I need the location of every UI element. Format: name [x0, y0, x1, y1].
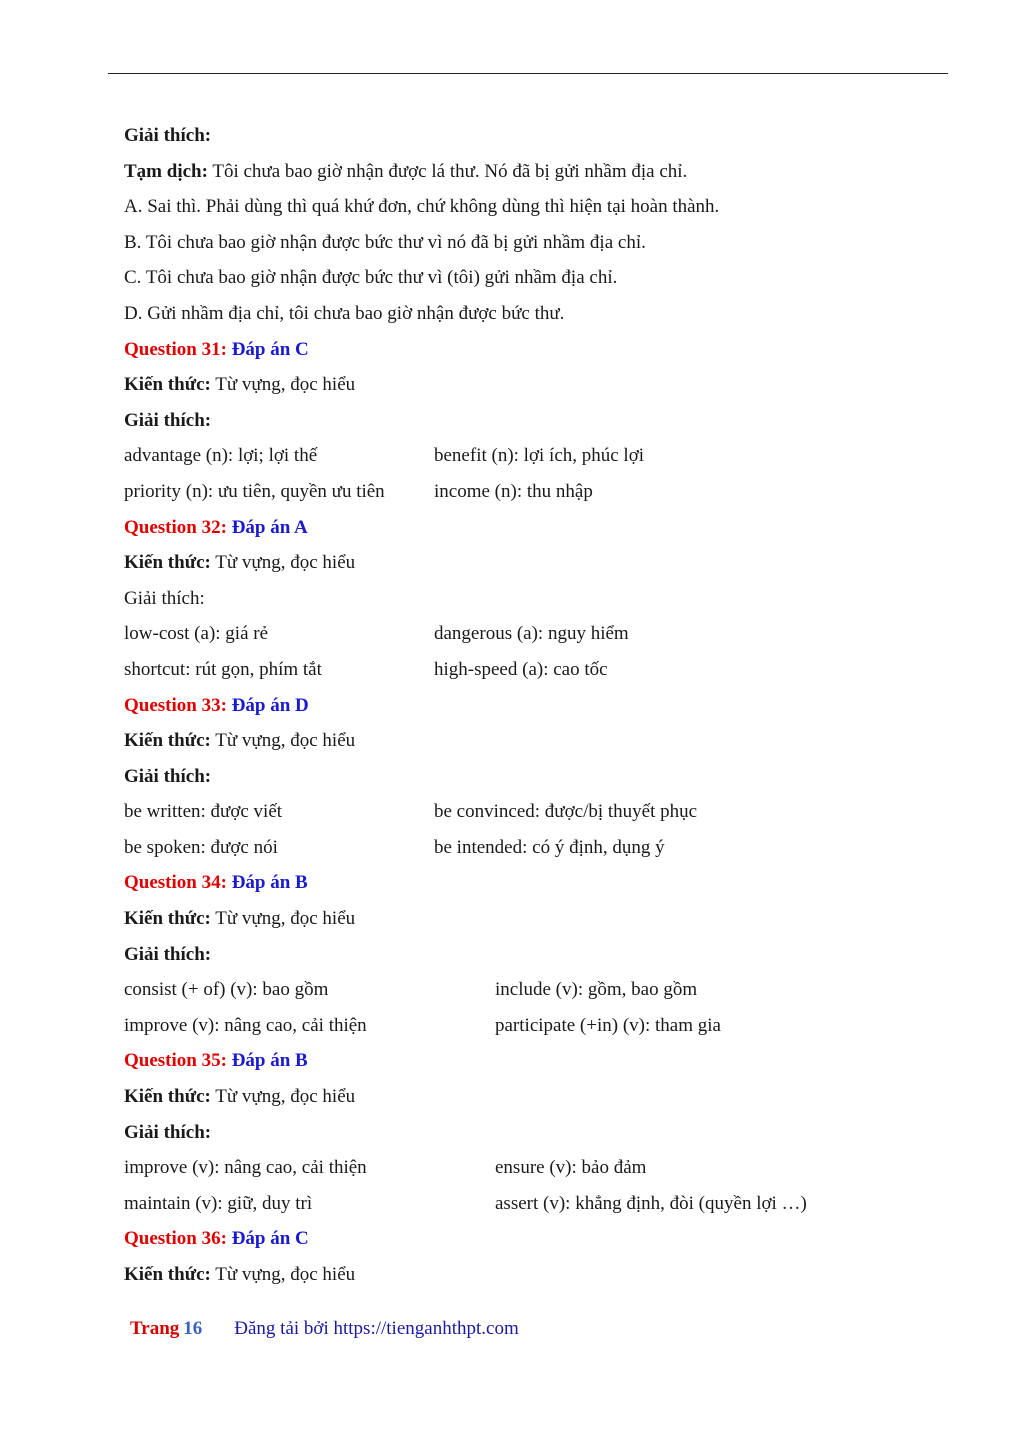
question-heading — [124, 865, 944, 901]
source-link[interactable]: Đăng tải bởi https://tienganhthpt.com — [234, 1318, 519, 1339]
page-label: Trang — [130, 1318, 180, 1339]
question-heading — [124, 510, 944, 546]
vocab-item: consist (+ of) (v): bao gồm — [124, 979, 329, 1001]
knowledge-text: Từ vựng, đọc hiểu — [210, 908, 356, 930]
question-label: Question 34: — [124, 872, 227, 894]
answer-label: Đáp án A — [226, 516, 308, 538]
vocab-item: participate (+in) (v): tham gia — [495, 1014, 721, 1036]
vocab-item: be spoken: được nói — [124, 836, 278, 858]
explanation-heading: Giải thích: — [124, 765, 212, 787]
explanation-heading: Giải thích: — [124, 125, 212, 146]
vocab-item: priority (n): ưu tiên, quyền ưu tiên — [124, 480, 385, 502]
option-a: A. Sai thì. Phải dùng thì quá khứ đơn, chứ không dùng thì hiện tại hoàn thành. — [124, 196, 720, 218]
knowledge-label: Kiến thức: — [124, 552, 211, 574]
question-label: Question 31: — [124, 338, 227, 360]
vocab-row — [124, 830, 944, 866]
vocab-item: high-speed (a): cao tốc — [434, 658, 608, 680]
explanation-heading: Giải thích: — [124, 587, 205, 609]
question-heading — [124, 332, 944, 368]
vocab-row — [124, 652, 944, 688]
question-heading — [124, 688, 944, 724]
question-label: Question 33: — [124, 694, 227, 716]
knowledge-line — [124, 901, 944, 937]
option-d: D. Gửi nhầm địa chỉ, tôi chưa bao giờ nhận được bức thư. — [124, 302, 565, 324]
vocab-item: shortcut: rút gọn, phím tắt — [124, 658, 322, 680]
knowledge-text: Từ vựng, đọc hiểu — [210, 552, 356, 574]
page-number: 16 — [183, 1318, 203, 1339]
vocab-item: low-cost (a): giá rẻ — [124, 623, 269, 645]
vocab-item: improve (v): nâng cao, cải thiện — [124, 1014, 367, 1036]
knowledge-text: Từ vựng, đọc hiểu — [210, 374, 356, 396]
knowledge-label: Kiến thức: — [124, 730, 211, 752]
explanation-heading: Giải thích: — [124, 409, 212, 431]
vocab-item: assert (v): khẳng định, đòi (quyền lợi …) — [495, 1192, 807, 1214]
knowledge-line — [124, 723, 944, 759]
answer-label: Đáp án B — [226, 1050, 308, 1072]
vocab-item: benefit (n): lợi ích, phúc lợi — [434, 445, 645, 467]
vocab-item: be written: được viết — [124, 801, 283, 823]
question-label: Question 36: — [124, 1228, 227, 1250]
vocab-row — [124, 794, 944, 830]
vocab-item: include (v): gồm, bao gồm — [495, 979, 698, 1001]
knowledge-text: Từ vựng, đọc hiểu — [210, 730, 356, 752]
vocab-row — [124, 1150, 944, 1186]
vocab-item: advantage (n): lợi; lợi thế — [124, 445, 318, 467]
knowledge-text: Từ vựng, đọc hiểu — [210, 1264, 356, 1285]
page-content — [124, 118, 944, 1293]
option-c: C. Tôi chưa bao giờ nhận được bức thư vì (tôi) gửi nhầm địa chỉ. — [124, 267, 618, 289]
translation-line — [124, 154, 944, 190]
vocab-item: maintain (v): giữ, duy trì — [124, 1192, 313, 1214]
vocab-item: income (n): thu nhập — [434, 480, 593, 502]
knowledge-text: Từ vựng, đọc hiểu — [210, 1086, 356, 1108]
question-heading — [124, 1043, 944, 1079]
vocab-row — [124, 438, 944, 474]
knowledge-label: Kiến thức: — [124, 1086, 211, 1108]
knowledge-label: Kiến thức: — [124, 1264, 211, 1285]
vocab-row — [124, 616, 944, 652]
explanation-heading: Giải thích: — [124, 1121, 212, 1143]
knowledge-label: Kiến thức: — [124, 908, 211, 930]
vocab-item: ensure (v): bảo đảm — [495, 1157, 647, 1179]
page-footer — [130, 1315, 519, 1343]
option-b: B. Tôi chưa bao giờ nhận được bức thư vì nó đã bị gửi nhầm địa chỉ. — [124, 231, 646, 253]
answer-label: Đáp án C — [226, 338, 309, 360]
knowledge-label: Kiến thức: — [124, 374, 211, 396]
vocab-row — [124, 474, 944, 510]
answer-label: Đáp án B — [226, 872, 308, 894]
knowledge-line — [124, 1079, 944, 1115]
vocab-row — [124, 972, 944, 1008]
vocab-row — [124, 1186, 944, 1222]
knowledge-line — [124, 1257, 944, 1293]
vocab-row — [124, 1008, 944, 1044]
vocab-item: dangerous (a): nguy hiểm — [434, 623, 629, 645]
question-heading — [124, 1221, 944, 1257]
question-label: Question 32: — [124, 516, 227, 538]
knowledge-line — [124, 367, 944, 403]
header-rule — [108, 73, 948, 74]
question-label: Question 35: — [124, 1050, 227, 1072]
translation-text: Tôi chưa bao giờ nhận được lá thư. Nó đã bị gửi nhầm địa chỉ. — [207, 160, 688, 182]
knowledge-line — [124, 545, 944, 581]
vocab-item: be intended: có ý định, dụng ý — [434, 836, 665, 858]
explanation-heading: Giải thích: — [124, 943, 212, 965]
vocab-item: be convinced: được/bị thuyết phục — [434, 801, 698, 823]
vocab-item: improve (v): nâng cao, cải thiện — [124, 1157, 367, 1179]
answer-label: Đáp án D — [226, 694, 309, 716]
answer-label: Đáp án C — [226, 1228, 309, 1250]
translation-label: Tạm dịch: — [124, 160, 208, 182]
